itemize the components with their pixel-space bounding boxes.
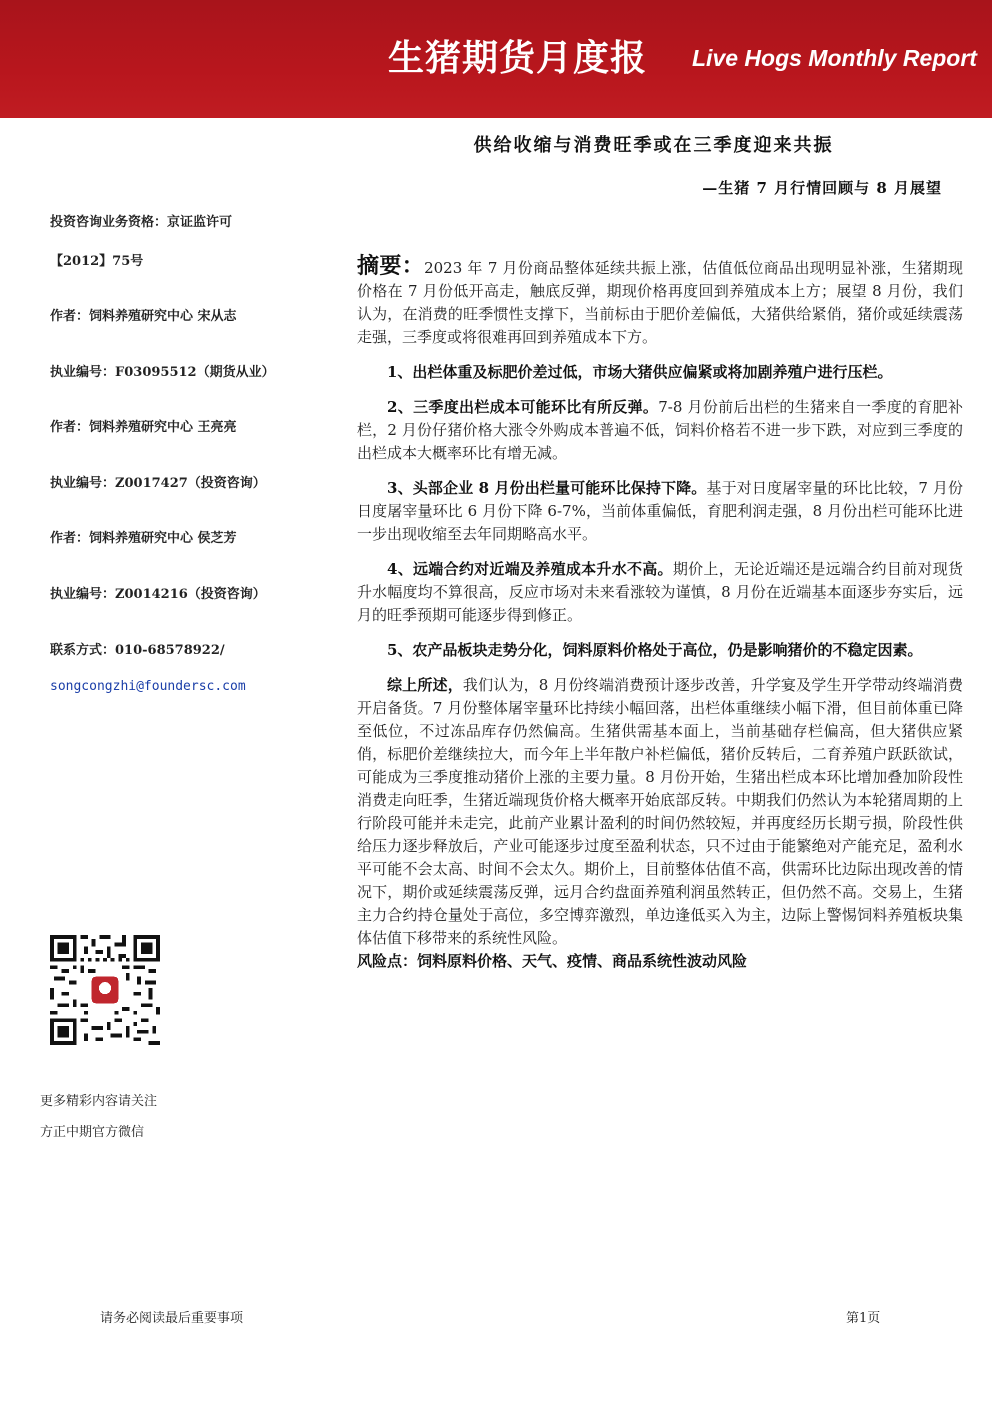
contact-email-link[interactable]: songcongzhi@foundersc.com	[50, 679, 246, 694]
key-point-text: 基于对日度屠宰量的环比比较，7 月份日度屠宰量环比 6 月份下降 6-7%，当前体重偏低，育肥利润走强，8 月份出栏可能环比进一步出现收缩至去年同期略高水平。	[357, 479, 963, 543]
report-title-en: Live Hogs Monthly Report	[692, 45, 977, 71]
author-1: 作者：饲料养殖研究中心 宋从志	[50, 309, 237, 324]
key-point-lead: 5、农产品板块走势分化，饲料原料价格处于高位，仍是影响猪价的不稳定因素。	[387, 641, 923, 659]
abstract-text: 2023 年 7 月份商品整体延续共振上涨，估值低位商品出现明显补涨，生猪期现价格在 7 月份低开高走，触底反弹，期现价格再度回到养殖成本上方；展望 8 月份，我们认为，在消费的旺季惯性支撑下，当前标由于肥价差偏低，大猪供给紧俏，猪价或延续震荡走强，三季度或将很难再回到养殖成本下方。	[357, 259, 963, 346]
summary-text: 我们认为，8 月份终端消费预计逐步改善，升学宴及学生开学带动终端消费开启备货。7 月份整体屠宰量环比持续小幅回落，出栏体重继续小幅下滑，但目前体重已降至低位，不过冻品库存仍然偏高。生猪供需基本面上，当前基础存栏偏高，但大猪供应紧俏，标肥价差继续拉大，而今年上半年散户补栏偏低，猪价反转后，二育养殖户跃跃欲试，可能成为三季度推动猪价上涨的主要力量。8 月份开始，生猪出栏成本环比增加叠加阶段性消费走向旺季，生猪近端现货价格大概率开始底部反转。中期我们仍然认为本轮猪周期的上行阶段可能并未走完，此前产业累计盈利的时间仍然较短，并再度经历长期亏损，阶段性供给压力逐步释放后，产业可能逐步过度至盈利状态，只不过由于能繁绝对产能充足，盈利水平可能不会太高、时间不会太久。期价上，目前整体估值不高，供需环比边际出现改善的情况下，期价或延续震荡反弹，远月合约盘面养殖利润虽然转正，但仍然不高。交易上，生猪主力合约持仓量处于高位，多空博弈激烈，单边逢低买入为主，边际上警惕饲料养殖板块集体估值下移带来的系统性风险。	[357, 676, 963, 947]
key-point-text: 7-8 月份前后出栏的生猪来自一季度的育肥补栏，2 月份仔猪价格大涨令外购成本普遍不低，饲料价格若不进一步下跌，对应到三季度的出栏成本大概率环比有增无减。	[357, 398, 963, 462]
key-point-2	[357, 396, 963, 465]
cert-number-1: 执业编号：F03095512（期货从业）	[50, 365, 275, 380]
abstract-label: 摘要：	[357, 253, 425, 279]
key-point-4	[357, 558, 963, 627]
key-point-lead: 2、三季度出栏成本可能环比有所反弹。	[387, 398, 659, 416]
author-2: 作者：饲料养殖研究中心 王亮亮	[50, 420, 237, 435]
contact-phone: 联系方式：010-68578922/	[50, 643, 225, 658]
key-point-1	[357, 361, 963, 384]
license-line-1: 投资咨询业务资格：京证监许可	[50, 215, 233, 230]
qr-caption-2: 方正中期官方微信	[40, 1125, 145, 1140]
key-point-lead: 4、远端合约对近端及养殖成本升水不高。	[387, 560, 673, 578]
qr-caption-1: 更多精彩内容请关注	[40, 1094, 158, 1109]
author-3: 作者：饲料养殖研究中心 侯芝芳	[50, 531, 237, 546]
risk-points: 风险点：饲料原料价格、天气、疫情、商品系统性波动风险	[357, 952, 748, 970]
page-title: 供给收缩与消费旺季或在三季度迎来共振	[473, 135, 834, 156]
key-point-lead: 3、头部企业 8 月份出栏量可能环比保持下降。	[387, 479, 707, 497]
summary-lead: 综上所述，	[387, 676, 463, 694]
key-point-text: 期价上，无论近端还是远端合约目前对现货升水幅度均不算很高，反应市场对未来看涨较为谨慎，8 月份在近端基本面逐步夯实后，远月的旺季预期可能逐步得到修正。	[357, 560, 963, 624]
report-body	[357, 255, 963, 971]
cert-number-2: 执业编号：Z0017427（投资咨询）	[50, 476, 266, 491]
key-point-5	[357, 639, 963, 662]
page-subtitle: —生猪 7 月行情回顾与 8 月展望	[702, 179, 942, 197]
summary-paragraph	[357, 674, 963, 950]
cert-number-3: 执业编号：Z0014216（投资咨询）	[50, 587, 266, 602]
abstract-paragraph	[357, 255, 963, 349]
page-number: 第1页	[846, 1311, 881, 1326]
license-line-2: 【2012】75号	[50, 254, 144, 269]
key-point-3	[357, 477, 963, 546]
report-title-cn: 生猪期货月度报	[388, 38, 648, 79]
report-header-banner	[0, 0, 992, 118]
wechat-qr-code	[50, 935, 160, 1045]
footer-disclaimer: 请务必阅读最后重要事项	[100, 1311, 244, 1326]
key-point-lead: 1、出栏体重及标肥价差过低，市场大猪供应偏紧或将加剧养殖户进行压栏。	[387, 363, 893, 381]
